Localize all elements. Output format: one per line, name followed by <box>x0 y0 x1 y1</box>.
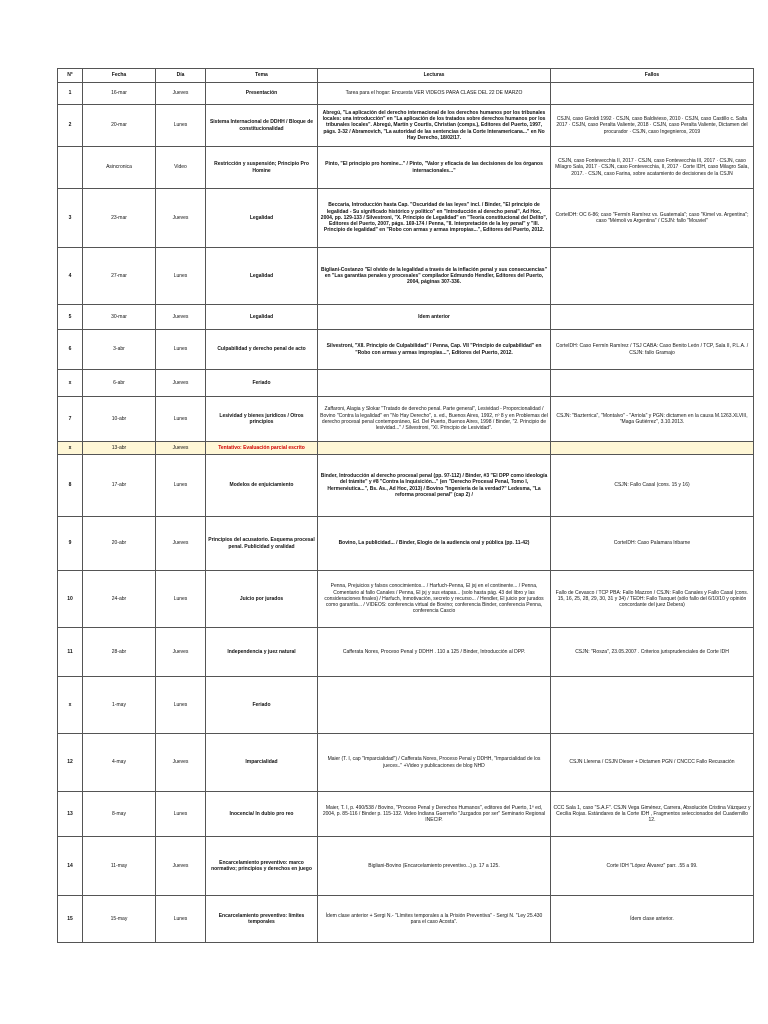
cell-tema: Encarcelamiento preventivo: marco normativo; principios y derechos en juego <box>206 837 318 896</box>
cell-fallos: CSJN: Fallo Casal (cons. 15 y 16) <box>551 455 754 517</box>
cell-lecturas: Cafferata Nores, Proceso Penal y DDHH . 110 a 125 / Binder, Introducción al DPP. <box>318 628 551 677</box>
cell-fallos <box>551 248 754 305</box>
cell-fallos: CSJN Llerena / CSJN Dieser + Dictamen PGN / CNCCC Fallo Recusación <box>551 734 754 792</box>
cell-dia: Lunes <box>156 455 206 517</box>
cell-dia: Lunes <box>156 330 206 370</box>
cell-fecha: 10-abr <box>83 397 156 442</box>
table-row <box>58 442 754 455</box>
cell-dia: Jueves <box>156 442 206 455</box>
cell-tema: Tentativo: Evaluación parcial escrito <box>206 442 318 455</box>
cell-fecha: 23-mar <box>83 189 156 248</box>
cell-fecha: 3-abr <box>83 330 156 370</box>
cell-dia: Jueves <box>156 734 206 792</box>
cell-fecha: 1-may <box>83 677 156 734</box>
table-row <box>58 189 754 248</box>
table-row <box>58 83 754 105</box>
cell-n: 9 <box>58 517 83 571</box>
cell-lecturas <box>318 677 551 734</box>
cell-fallos: CSJN: "Rosza", 23.05.2007 . Criterios jurisprudenciales de Corte IDH <box>551 628 754 677</box>
cell-fallos <box>551 305 754 330</box>
cell-tema: Culpabilidad y derecho penal de acto <box>206 330 318 370</box>
cell-fecha: 17-abr <box>83 455 156 517</box>
cell-tema: Legalidad <box>206 305 318 330</box>
table-row <box>58 734 754 792</box>
cell-fallos: CSJN, caso Giroldi 1992 · CSJN, caso Baldivieso, 2010 · CSJN, caso Castillo c. Salta 2017 · CSJN, caso Peralta Valiente, 2018 · CSJN, caso Peralta Valiente, Dictamen del procurador · CSJN, caso Ingegnieros, 2019 <box>551 105 754 147</box>
col-lecturas: Lecturas <box>318 69 551 83</box>
cell-n: 6 <box>58 330 83 370</box>
cell-tema: Modelos de enjuiciamiento <box>206 455 318 517</box>
cell-lecturas: Zaffaroni, Alagia y Slokar "Tratado de derecho penal. Parte general", Lesividad - Proporcionalidad / Bovino "Contra la legalidad" en "No Hay Derecho", s. ed., Buenos Aires, 1992, nº 8 y en Problemas del derecho procesal penal contemporáneo, Ed. Del Puerto, Buenos Aires, 1998 / Binder, "2. Principio de lesividad..." / Silvestroni, "XI. Principio de Lesividad". <box>318 397 551 442</box>
cell-fecha: 28-abr <box>83 628 156 677</box>
cell-fecha: 4-may <box>83 734 156 792</box>
table-row <box>58 571 754 628</box>
cell-fecha: 11-may <box>83 837 156 896</box>
cell-n: 14 <box>58 837 83 896</box>
cell-fecha: 27-mar <box>83 248 156 305</box>
cell-tema: Legalidad <box>206 248 318 305</box>
table-row <box>58 105 754 147</box>
cell-lecturas: Tarea para el hogar: Encuesta VER VIDEOS PARA CLASE DEL 22 DE MARZO <box>318 83 551 105</box>
cell-dia: Jueves <box>156 305 206 330</box>
table-row <box>58 517 754 571</box>
cell-n: x <box>58 677 83 734</box>
cell-lecturas: Pinto, "El principio pro homine..." / Pinto, "Valor y eficacia de las decisiones de los órganos internacionales..." <box>318 147 551 189</box>
cell-lecturas: Bovino, La publicidad... / Binder, Elogio de la audiencia oral y pública (pp. 11-42) <box>318 517 551 571</box>
table-row <box>58 455 754 517</box>
cell-fecha: 20-abr <box>83 517 156 571</box>
cell-fallos: Corte IDH "López Álvarez" parr. .55 a 99. <box>551 837 754 896</box>
cell-tema: Inocencia/ In dubio pro reo <box>206 792 318 837</box>
cell-n: 5 <box>58 305 83 330</box>
cell-dia: Lunes <box>156 397 206 442</box>
table-row <box>58 248 754 305</box>
cell-fallos: CorteIDH: OC 6-86; caso "Fermín Ramírez vs. Guatemala"; caso "Kimel vs. Argentina"; caso "Mémoli vs Argentina" / CSJN: fallo "Mouviel" <box>551 189 754 248</box>
col-dia: Día <box>156 69 206 83</box>
cell-dia: Video <box>156 147 206 189</box>
col-fecha: Fecha <box>83 69 156 83</box>
cell-fecha: 16-mar <box>83 83 156 105</box>
cell-tema: Imparcialidad <box>206 734 318 792</box>
cell-n: 1 <box>58 83 83 105</box>
cell-dia: Jueves <box>156 189 206 248</box>
cell-n: 15 <box>58 896 83 943</box>
cell-n: 2 <box>58 105 83 147</box>
cell-n: 13 <box>58 792 83 837</box>
cell-lecturas: Maier, T. I, p. 490/538 / Bovino, "Proceso Penal y Derechos Humanos", editores del Puerto, 1º ed, 2004, p. 85-116 / Binder p. 115-132. Video Indiana Guerreño "Juzgados por ser" Seminario Regional INECIP. <box>318 792 551 837</box>
cell-fallos: CSJN: "Bazterrica", "Montalvo" - "Arriola" y PGN: dictamen en la causa M.1263.XLVIII, "Maga Gutiérrez", 3.10.2013. <box>551 397 754 442</box>
cell-n: 12 <box>58 734 83 792</box>
cell-n: x <box>58 370 83 397</box>
table-row <box>58 837 754 896</box>
cell-fallos: CorteIDH: Caso Fermín Ramírez / TSJ CABA: Caso Benito León / TCP, Sala II, P.L.A. / CSJN: fallo Gramajo <box>551 330 754 370</box>
cell-n: 8 <box>58 455 83 517</box>
cell-fallos: Fallo de Cevasco / TCP PBA: Fallo Mazzon / CSJN: Fallo Canales y Fallo Casal (cons. 15, 16, 25, 28, 29, 30, 31 y 34) / TEDH: Fallo Taxquet (sólo fallo del 6/10/10 y opinión concordante del juez Debera) <box>551 571 754 628</box>
cell-lecturas: Penna, Prejuicios y falsos conocimientos... / Harfuch-Penna, El jxj en el continente... / Penna, Comentario al fallo Canales / Penna, El jxj y sus etapas... (solo hasta pág. 43 del libro y las consideraciones finales) / Harfuch, Inmotivación, secreto y recurso... / Hendler, El juicio por jurados como garantía... / VIDEOS: conferencia virtual de Bovino; conferencia Binder, conferencia Penna, conferencia Cascio <box>318 571 551 628</box>
table-row <box>58 677 754 734</box>
cell-dia: Jueves <box>156 628 206 677</box>
cell-lecturas: Beccaria, Introducción hasta Cap. "Oscuridad de las leyes" incl. / Binder, "El principio de legalidad - Su significado histórico y político" en "Introducción al derecho penal", Ad Hoc, 2004, pp. 129-133 / Silvestroni, "X. Principio de Legalidad" en "Teoría constitucional del Delito", Editores del Puerto, 2007, págs. 169-174 / Penna, "II. Interpretación de la ley penal" y "III. Principio de legalidad" en "Robo con armas y armas impropias...", Editores del Puerto, 2012. <box>318 189 551 248</box>
cell-tema: Lesividad y bienes jurídicos / Otros principios <box>206 397 318 442</box>
cell-lecturas: Abregú, "La aplicación del derecho internacional de los derechos humanos por los tribunales locales: una introducción" en "La aplicación de los tratados sobre derechos humanos por los tribunales locales". Abregú, Martín y Courtis, Christian (comps.), Editores del Puerto, 1997, págs. 3-32 / Abramovich, "La autoridad de las sentencias de la Corte Interamericana..." en No Hay Derecho, 18/02/17. <box>318 105 551 147</box>
cell-lecturas: Ídem clase anterior + Sergi N.- "Límites temporales a la Prisión Preventiva" - Sergi N. "Ley 25.430 para el caso Acosta". <box>318 896 551 943</box>
table-row <box>58 305 754 330</box>
cell-tema: Restricción y suspensión; Principio Pro Homine <box>206 147 318 189</box>
cell-fecha: 30-mar <box>83 305 156 330</box>
cell-tema: Presentación <box>206 83 318 105</box>
cell-n: 3 <box>58 189 83 248</box>
table-row <box>58 397 754 442</box>
schedule-sheet <box>57 68 753 943</box>
cell-dia: Jueves <box>156 517 206 571</box>
cell-lecturas: Bigliani-Bovino (Encarcelamiento preventivo...) p. 17 a 125. <box>318 837 551 896</box>
cell-tema: Encarcelamiento preventivo: límites temporales <box>206 896 318 943</box>
cell-tema: Feriado <box>206 677 318 734</box>
cell-tema: Principios del acusatorio. Esquema procesal penal. Publicidad y oralidad <box>206 517 318 571</box>
table-row <box>58 370 754 397</box>
cell-lecturas: Maier (T. I, cap "Imparcialidad") / Cafferata Nores, Proceso Penal y DDHH, "Imparcialidad de los jueces.." +Video y publicaciones de blog NHD <box>318 734 551 792</box>
cell-lecturas: Silvestroni, "XII. Principio de Culpabilidad" / Penna, Cap. VII "Principio de culpabilidad" en "Robo con armas y armas impropias...", Editores del Puerto, 2012. <box>318 330 551 370</box>
cell-fecha: 13-abr <box>83 442 156 455</box>
table-row <box>58 792 754 837</box>
cell-fallos: CCC Sala 1, caso "S.A.F". CSJN Vega Giménez, Carrera, Absolución Cristina Vázquez y Cecilia Rojas. Estándares de la Corte IDH , Fragmentos seleccionados del Cuadernillo 12. <box>551 792 754 837</box>
table-row <box>58 330 754 370</box>
cell-dia: Lunes <box>156 896 206 943</box>
cell-dia: Lunes <box>156 105 206 147</box>
cell-tema: Feriado <box>206 370 318 397</box>
cell-n: x <box>58 442 83 455</box>
cell-dia: Lunes <box>156 677 206 734</box>
cell-n: 4 <box>58 248 83 305</box>
cell-dia: Jueves <box>156 83 206 105</box>
cell-dia: Lunes <box>156 248 206 305</box>
cell-fallos <box>551 370 754 397</box>
cell-n: 11 <box>58 628 83 677</box>
cell-fecha: 20-mar <box>83 105 156 147</box>
col-tema: Tema <box>206 69 318 83</box>
cell-tema: Independencia y juez natural <box>206 628 318 677</box>
cell-n: 7 <box>58 397 83 442</box>
cell-lecturas: Idem anterior <box>318 305 551 330</box>
cell-fecha: Asincronica <box>83 147 156 189</box>
table-row <box>58 896 754 943</box>
cell-fecha: 6-abr <box>83 370 156 397</box>
cell-fallos: Ídem clase anterior. <box>551 896 754 943</box>
cell-dia: Jueves <box>156 837 206 896</box>
cell-n: 10 <box>58 571 83 628</box>
cell-fallos <box>551 83 754 105</box>
cell-n <box>58 147 83 189</box>
cell-fallos <box>551 677 754 734</box>
schedule-body <box>58 83 754 943</box>
col-fallos: Fallos <box>551 69 754 83</box>
col-n: N° <box>58 69 83 83</box>
cell-lecturas <box>318 442 551 455</box>
cell-tema: Juicio por jurados <box>206 571 318 628</box>
cell-dia: Lunes <box>156 571 206 628</box>
cell-fallos: CSJN, caso Fontevecchia II, 2017 · CSJN, caso Fontevecchia III, 2017 · CSJN, caso Milagro Sala, 2017 · CSJN, caso Fontevecchia, II, 2017 · Corte IDH, caso Milagro Sala, 2017. · CSJN, caso Farina, sobre acatamiento de decisiones de la CSJN <box>551 147 754 189</box>
cell-fecha: 24-abr <box>83 571 156 628</box>
cell-fallos <box>551 442 754 455</box>
cell-tema: Legalidad <box>206 189 318 248</box>
cell-lecturas <box>318 370 551 397</box>
schedule-table <box>57 68 754 943</box>
table-row <box>58 147 754 189</box>
cell-lecturas: Bigliani-Costanzo "El olvido de la legalidad a través de la inflación penal y sus consecuencias" en "Las garantías penales y procesales" compilador Edmundo Hendler, Editores del Puerto, 2004, páginas 307-336. <box>318 248 551 305</box>
cell-lecturas: Binder, Introducción al derecho procesal penal (pp. 97-112) / Binder, #3 "El DPP como ideología del trámite" y #8 "Contra la Inquisición..." (en "Derecho Procesal Penal, Tomo I, Hermenéutica...", Bs. As., Ad Hoc, 2013) / Bovino "Ingeniería de la verdad?" Ledesma, "La reforma procesal penal" (cap 2) / <box>318 455 551 517</box>
header-row <box>58 69 754 83</box>
table-row <box>58 628 754 677</box>
cell-fallos: CorteIDH: Caso Palamara Iribarne <box>551 517 754 571</box>
cell-fecha: 15-may <box>83 896 156 943</box>
cell-fecha: 8-may <box>83 792 156 837</box>
cell-dia: Jueves <box>156 370 206 397</box>
cell-tema: Sistema Internacional de DDHH / Bloque de constitucionalidad <box>206 105 318 147</box>
cell-dia: Lunes <box>156 792 206 837</box>
